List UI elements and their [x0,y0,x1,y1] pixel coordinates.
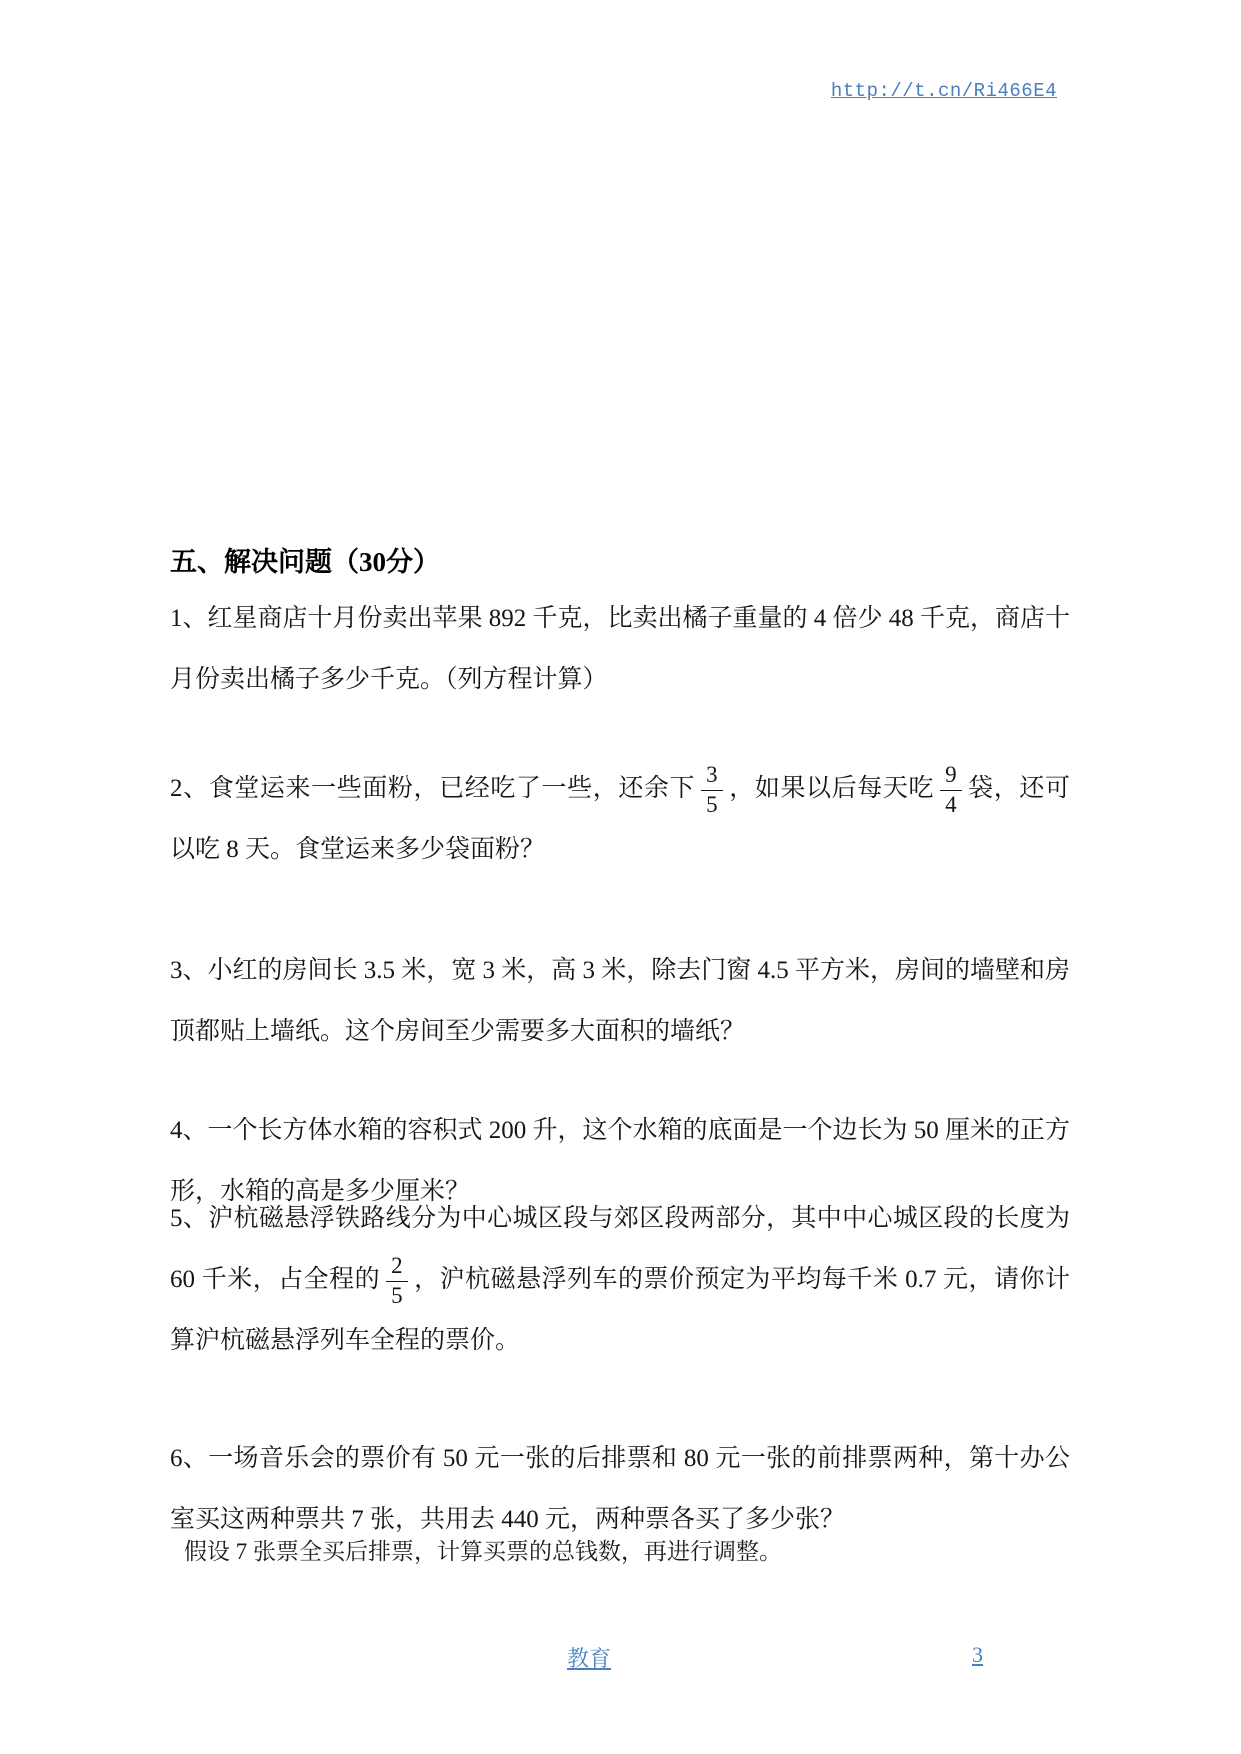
fraction-denominator: 5 [706,791,718,817]
fraction-denominator: 4 [945,791,957,817]
fraction [701,762,723,818]
hint-text: 假设 7 张票全买后排票，计算买票的总钱数，再进行调整。 [184,1539,782,1564]
fraction-numerator: 3 [701,762,723,790]
fraction-numerator: 9 [940,762,962,790]
problem-1: 1、红星商店十月份卖出苹果 892 千克，比卖出橘子重量的 4 倍少 48 千克，商店十月份卖出橘子多少千克。（列方程计算） [170,605,1071,693]
footer-page-number-link[interactable]: 3 [972,1642,983,1667]
fraction-denominator: 5 [391,1282,403,1308]
problem-4: 4、一个长方体水箱的容积式 200 升，这个水箱的底面是一个边长为 50 厘米的正方形，水箱的高是多少厘米？ [170,1117,1071,1205]
problem-5: 5、沪杭磁悬浮铁路线分为中心城区段与郊区段两部分，其中中心城区段的长度为 60 千米，占全程的 $\frac{2}{5}$ ，沪杭磁悬浮列车的票价预定为平均每千米 0.7 元，请你计算沪杭磁悬浮列车全程的票价。 [170,1205,1070,1354]
footer-brand-link[interactable]: 教育 [567,1646,612,1671]
fraction-numerator: 2 [386,1253,408,1281]
fraction [386,1253,408,1309]
section-title: 五、解决问题（30分） [170,547,440,577]
header-url-link[interactable]: http://t.cn/Ri466E4 [830,80,1057,102]
problem-6: 6、一场音乐会的票价有 50 元一张的后排票和 80 元一张的前排票两种，第十办公室买这两种票共 7 张，共用去 440 元，两种票各买了多少张？ [170,1445,1070,1533]
fraction [940,762,962,818]
problem-2: 2、食堂运来一些面粉，已经吃了一些，还余下 $\frac{3}{5}$ ，如果以后每天吃 $\frac{9}{4}$ 袋，还可以吃 8 天。食堂运来多少袋面粉？ [170,762,1070,863]
problem-3: 3、小红的房间长 3.5 米，宽 3 米，高 3 米，除去门窗 4.5 平方米，房间的墙壁和房顶都贴上墙纸。这个房间至少需要多大面积的墙纸？ [170,957,1071,1045]
